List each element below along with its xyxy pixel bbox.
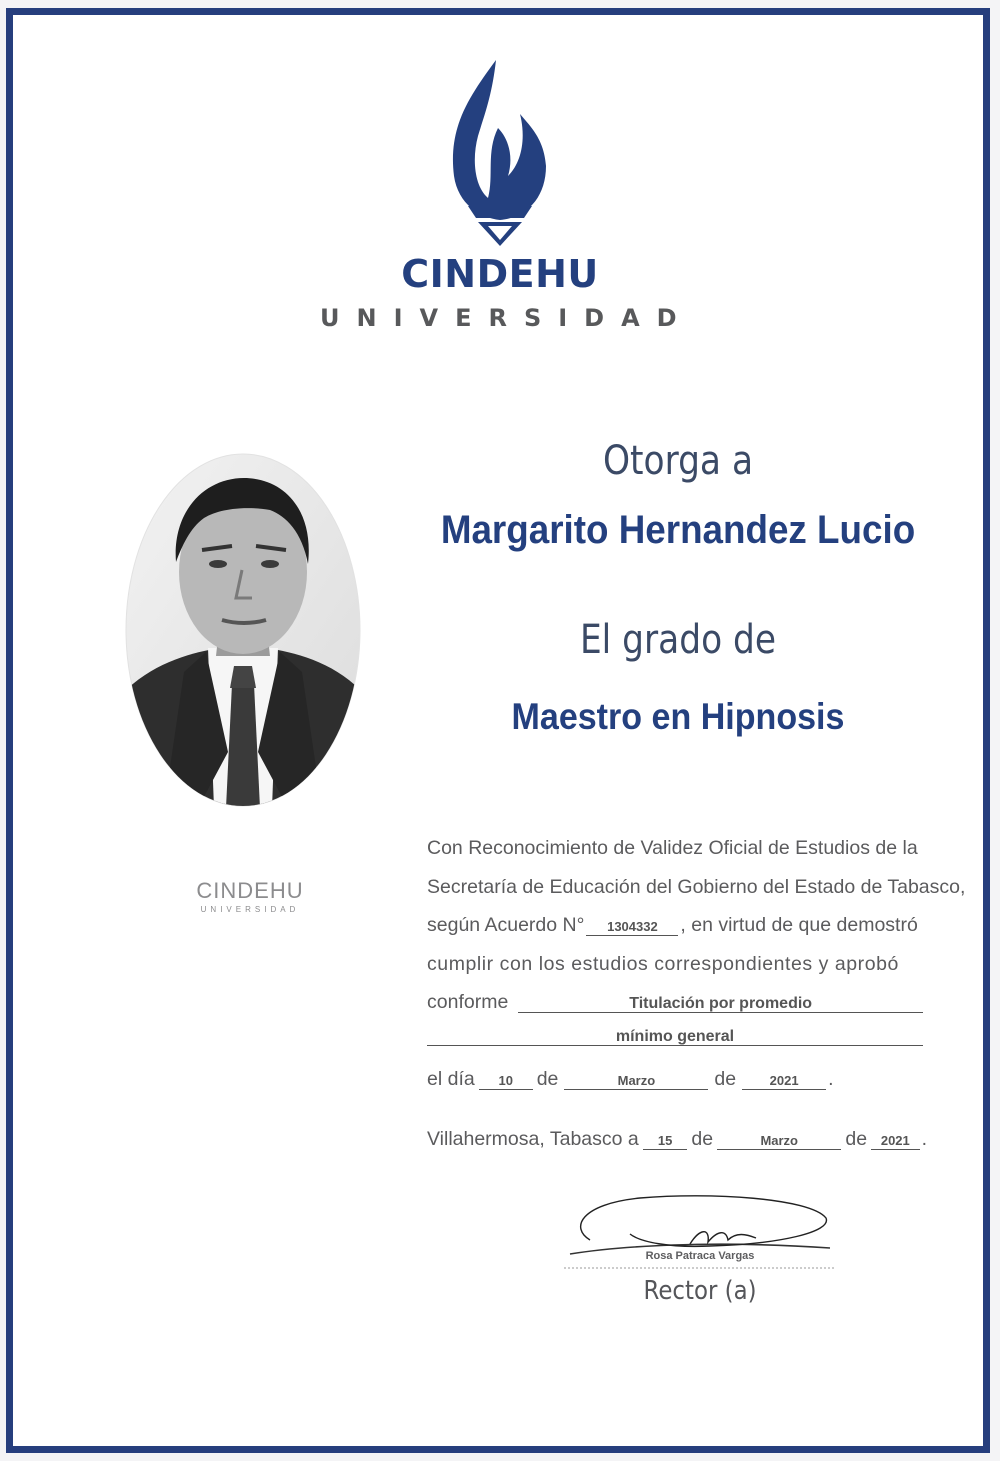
agreement-tail: , en virtud de que demostró	[680, 914, 918, 936]
approval-day: 10	[479, 1073, 533, 1090]
approval-month: Marzo	[564, 1073, 708, 1090]
awards-to-heading: Otorga a	[602, 438, 754, 484]
approval-year: 2021	[742, 1073, 826, 1090]
issue-de-1: de	[691, 1128, 714, 1150]
issue-place: Villahermosa, Tabasco a	[427, 1128, 639, 1150]
approval-date-line	[427, 1068, 847, 1091]
body-line-4: cumplir con los estudios correspondientes y aprobó	[427, 953, 899, 975]
brand-name: CINDEHU	[401, 252, 599, 296]
degree-name: Maestro en Hipnosis	[511, 696, 845, 737]
issue-period: .	[921, 1128, 927, 1150]
issue-day: 15	[643, 1133, 688, 1150]
agreement-number: 1304332	[586, 919, 678, 936]
conforme-label: conforme	[427, 991, 509, 1013]
recipient-name: Margarito Hernandez Lucio	[440, 508, 916, 552]
issue-date-line	[427, 1128, 927, 1151]
body-line-3	[427, 914, 923, 937]
approval-de-2: de	[714, 1068, 737, 1090]
modality-line-2: mínimo general	[427, 1029, 923, 1046]
photo-watermark-subtitle: UNIVERSIDAD	[200, 905, 300, 914]
body-line-6	[427, 1029, 923, 1046]
brand-subtitle: UNIVERSIDAD	[320, 304, 694, 332]
issue-de-2: de	[845, 1128, 868, 1150]
issue-year: 2021	[871, 1133, 920, 1150]
photo-watermark-name: CINDEHU	[196, 878, 304, 903]
agreement-label: según Acuerdo N°	[427, 914, 585, 936]
body-line-5	[427, 991, 923, 1014]
modality-line-1: Titulación por promedio	[518, 996, 923, 1013]
portrait-photo	[124, 452, 362, 808]
issue-month: Marzo	[717, 1133, 841, 1150]
degree-intro-heading: El grado de	[579, 617, 777, 663]
body-line-2: Secretaría de Educación del Gobierno del Estado de Tabasco,	[427, 876, 966, 898]
body-line-1: Con Reconocimiento de Validez Oficial de Estudios de la	[427, 837, 918, 859]
day-label: el día	[427, 1068, 475, 1090]
signer-name: Rosa Patraca Vargas	[645, 1250, 755, 1262]
torch-icon	[448, 58, 552, 248]
signer-title: Rector (a)	[643, 1276, 757, 1306]
approval-period: .	[828, 1068, 834, 1090]
approval-de-1: de	[536, 1068, 559, 1090]
